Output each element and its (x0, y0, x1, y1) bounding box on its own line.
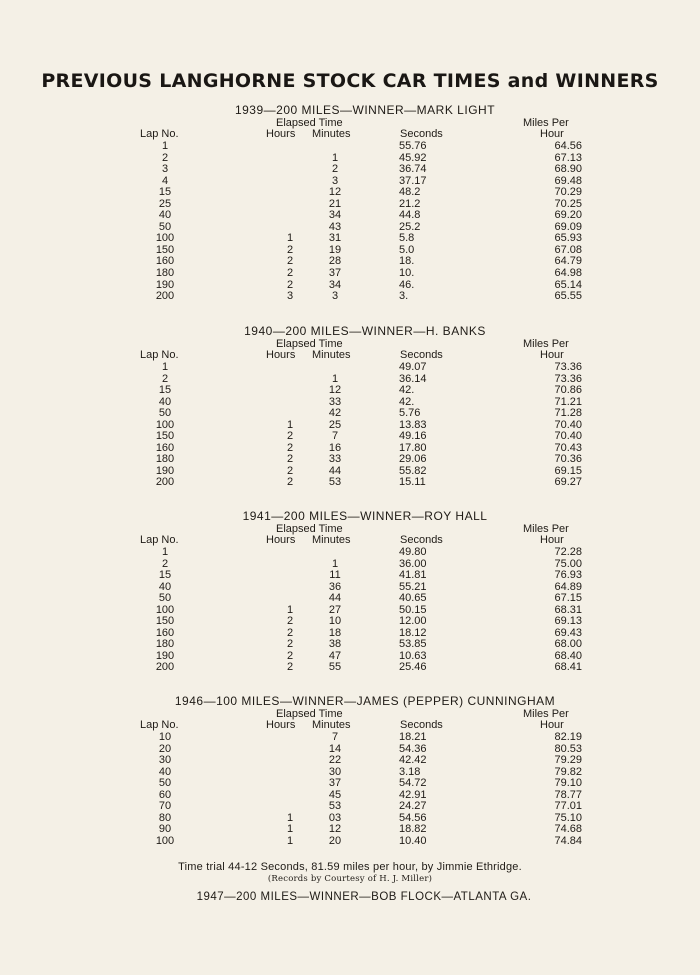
elapsed-hours: 1 (286, 603, 294, 616)
elapsed-minutes: 47 (328, 649, 342, 662)
elapsed-seconds: 49.07 (399, 361, 427, 373)
lap-number: 30 (158, 754, 172, 767)
records-credit: (Records by Courtesy of H. J. Miller) (267, 874, 433, 884)
lap-number: 1 (161, 140, 169, 152)
header-minutes: Minutes (312, 128, 351, 140)
elapsed-minutes: 53 (328, 476, 342, 489)
header-hour: Hour (540, 128, 564, 140)
miles-per-hour: 75.10 (554, 811, 582, 824)
table-row (0, 836, 700, 848)
miles-per-hour: 79.29 (554, 754, 582, 767)
elapsed-seconds: 36.00 (399, 557, 427, 570)
elapsed-seconds: 48.2 (399, 186, 421, 199)
lap-number: 150 (155, 243, 175, 256)
elapsed-minutes: 55 (328, 661, 342, 674)
table-row (0, 778, 700, 790)
lap-number: 25 (158, 197, 172, 210)
header-hour: Hour (540, 349, 564, 361)
table-row (0, 801, 700, 813)
miles-per-hour: 68.40 (554, 649, 582, 662)
miles-per-hour: 70.40 (554, 418, 582, 431)
miles-per-hour: 73.36 (554, 372, 582, 385)
lap-number: 100 (155, 418, 175, 431)
elapsed-hours: 2 (286, 441, 294, 454)
table-row (0, 628, 700, 640)
table-row (0, 547, 700, 559)
table-row (0, 256, 700, 268)
header-hours: Hours (266, 128, 296, 140)
table-row (0, 813, 700, 825)
lap-number: 180 (155, 638, 175, 651)
table-row (0, 233, 700, 245)
header-elapsed-time: Elapsed Time (276, 523, 343, 535)
elapsed-seconds: 53.85 (399, 638, 427, 651)
table-row (0, 744, 700, 756)
elapsed-minutes: 10 (328, 615, 342, 628)
miles-per-hour: 64.79 (554, 255, 582, 268)
elapsed-minutes: 34 (328, 278, 342, 291)
miles-per-hour: 65.55 (554, 290, 582, 303)
elapsed-hours: 2 (286, 615, 294, 628)
elapsed-seconds: 12.00 (399, 615, 427, 628)
race-title: 1940—200 MILES—WINNER—H. BANKS (244, 324, 486, 338)
elapsed-seconds: 36.74 (399, 163, 427, 176)
elapsed-seconds: 37.17 (399, 174, 427, 187)
elapsed-minutes: 7 (331, 731, 339, 743)
lap-number: 10 (158, 731, 172, 743)
miles-per-hour: 71.28 (554, 407, 582, 420)
elapsed-minutes: 03 (328, 811, 342, 824)
table-row (0, 466, 700, 478)
miles-per-hour: 68.31 (554, 603, 582, 616)
elapsed-minutes: 45 (328, 788, 342, 801)
miles-per-hour: 69.15 (554, 464, 582, 477)
header-minutes: Minutes (312, 534, 351, 546)
column-headers (0, 708, 700, 732)
elapsed-minutes: 7 (331, 430, 339, 443)
elapsed-seconds: 15.11 (399, 476, 426, 489)
miles-per-hour: 65.93 (554, 232, 582, 245)
miles-per-hour: 67.08 (554, 243, 582, 256)
column-headers (0, 338, 700, 362)
table-row (0, 222, 700, 234)
race-block (0, 103, 700, 303)
miles-per-hour: 80.53 (554, 742, 582, 755)
elapsed-hours: 2 (286, 649, 294, 662)
miles-per-hour: 70.86 (554, 384, 582, 397)
header-lap-no: Lap No. (140, 534, 179, 546)
lap-number: 190 (155, 464, 175, 477)
elapsed-minutes: 36 (328, 580, 342, 593)
lap-number: 1 (161, 546, 169, 558)
elapsed-seconds: 18.12 (399, 626, 427, 639)
lap-number: 60 (158, 788, 172, 801)
table-row (0, 443, 700, 455)
miles-per-hour: 70.36 (554, 453, 582, 466)
header-hour: Hour (540, 719, 564, 731)
elapsed-seconds: 25.2 (399, 220, 421, 233)
miles-per-hour: 75.00 (554, 557, 582, 570)
header-miles-per: Miles Per (523, 117, 569, 129)
elapsed-seconds: 3. (399, 290, 409, 303)
lap-number: 3 (161, 163, 169, 176)
elapsed-seconds: 5.76 (399, 407, 421, 420)
column-headers (0, 523, 700, 547)
miles-per-hour: 67.13 (554, 151, 582, 164)
elapsed-hours: 2 (286, 638, 294, 651)
table-row (0, 732, 700, 744)
elapsed-minutes: 11 (329, 569, 341, 582)
lap-number: 15 (158, 186, 172, 199)
lap-number: 90 (158, 823, 172, 836)
elapsed-minutes: 27 (328, 603, 342, 616)
elapsed-minutes: 1 (331, 151, 339, 164)
elapsed-minutes: 43 (328, 220, 342, 233)
table-row (0, 291, 700, 303)
table-row (0, 210, 700, 222)
table-row (0, 374, 700, 386)
header-seconds: Seconds (400, 128, 443, 140)
elapsed-seconds: 54.72 (399, 777, 427, 790)
miles-per-hour: 70.29 (554, 186, 582, 199)
time-trial-note: Time trial 44-12 Seconds, 81.59 miles per hour, by Jimmie Ethridge. (178, 861, 522, 873)
header-miles-per: Miles Per (523, 338, 569, 350)
miles-per-hour: 65.14 (554, 278, 582, 291)
elapsed-seconds: 54.56 (399, 811, 427, 824)
elapsed-minutes: 18 (328, 626, 342, 639)
elapsed-hours: 2 (286, 661, 294, 674)
lap-number: 15 (158, 384, 172, 397)
miles-per-hour: 76.93 (554, 569, 582, 582)
table-row (0, 639, 700, 651)
header-hour: Hour (540, 534, 564, 546)
race-block (0, 509, 700, 674)
lap-number: 160 (155, 441, 175, 454)
elapsed-seconds: 36.14 (399, 372, 427, 385)
elapsed-seconds: 10.40 (399, 834, 427, 847)
elapsed-minutes: 28 (328, 255, 342, 268)
table-row (0, 268, 700, 280)
elapsed-seconds: 18.82 (399, 823, 427, 836)
lap-number: 40 (158, 209, 172, 222)
elapsed-minutes: 19 (328, 243, 342, 256)
lap-number: 40 (158, 765, 172, 778)
elapsed-seconds: 3.18 (399, 765, 421, 778)
race-title: 1939—200 MILES—WINNER—MARK LIGHT (234, 103, 496, 117)
table-row (0, 662, 700, 674)
miles-per-hour: 69.27 (554, 476, 582, 489)
elapsed-hours: 2 (286, 430, 294, 443)
miles-per-hour: 78.77 (554, 788, 582, 801)
race-title: 1941—200 MILES—WINNER—ROY HALL (242, 509, 488, 523)
elapsed-minutes: 12 (328, 823, 342, 836)
lap-number: 100 (155, 834, 175, 847)
lap-number: 40 (158, 580, 172, 593)
elapsed-hours: 1 (286, 823, 294, 836)
header-elapsed-time: Elapsed Time (276, 338, 343, 350)
elapsed-seconds: 42.42 (399, 754, 427, 767)
miles-per-hour: 70.40 (554, 430, 582, 443)
elapsed-seconds: 54.36 (399, 742, 427, 755)
lap-number: 190 (155, 278, 175, 291)
race-1947-title: 1947—200 MILES—WINNER—BOB FLOCK—ATLANTA GA. (196, 891, 532, 903)
miles-per-hour: 69.48 (554, 174, 582, 187)
elapsed-seconds: 18.21 (399, 731, 427, 743)
miles-per-hour: 68.90 (554, 163, 582, 176)
table-row (0, 397, 700, 409)
elapsed-minutes: 31 (328, 232, 342, 245)
elapsed-minutes: 3 (331, 174, 339, 187)
lap-number: 1 (161, 361, 169, 373)
miles-per-hour: 73.36 (554, 361, 582, 373)
header-minutes: Minutes (312, 719, 351, 731)
table-row (0, 408, 700, 420)
lap-number: 200 (155, 661, 175, 674)
elapsed-seconds: 55.21 (399, 580, 427, 593)
table-row (0, 385, 700, 397)
elapsed-seconds: 45.92 (399, 151, 427, 164)
elapsed-hours: 2 (286, 476, 294, 489)
lap-number: 80 (158, 811, 172, 824)
miles-per-hour: 68.00 (554, 638, 582, 651)
elapsed-minutes: 44 (328, 464, 342, 477)
table-row (0, 790, 700, 802)
miles-per-hour: 69.20 (554, 209, 582, 222)
lap-number: 180 (155, 453, 175, 466)
elapsed-minutes: 1 (331, 557, 339, 570)
miles-per-hour: 64.98 (554, 267, 582, 280)
table-row (0, 420, 700, 432)
header-lap-no: Lap No. (140, 719, 179, 731)
miles-per-hour: 74.84 (554, 834, 582, 847)
elapsed-minutes: 12 (328, 384, 342, 397)
elapsed-minutes: 14 (328, 742, 342, 755)
table-row (0, 164, 700, 176)
page-title: PREVIOUS LANGHORNE STOCK CAR TIMES and WINNERS (41, 70, 659, 92)
elapsed-seconds: 13.83 (399, 418, 427, 431)
table-row (0, 582, 700, 594)
elapsed-seconds: 50.15 (399, 603, 427, 616)
header-hours: Hours (266, 534, 296, 546)
lap-number: 50 (158, 592, 172, 605)
table-row (0, 153, 700, 165)
header-seconds: Seconds (400, 349, 443, 361)
table-row (0, 605, 700, 617)
table-row (0, 280, 700, 292)
elapsed-seconds: 42.91 (399, 788, 427, 801)
elapsed-hours: 1 (286, 232, 294, 245)
elapsed-seconds: 24.27 (399, 800, 427, 813)
elapsed-hours: 1 (286, 811, 294, 824)
elapsed-seconds: 41.81 (399, 569, 427, 582)
lap-number: 40 (158, 395, 172, 408)
lap-number: 50 (158, 407, 172, 420)
miles-per-hour: 64.56 (554, 140, 582, 152)
lap-number: 150 (155, 615, 175, 628)
elapsed-minutes: 20 (328, 834, 342, 847)
elapsed-seconds: 25.46 (399, 661, 427, 674)
elapsed-seconds: 18. (399, 255, 415, 268)
miles-per-hour: 64.89 (554, 580, 582, 593)
lap-number: 2 (161, 372, 169, 385)
elapsed-minutes: 22 (328, 754, 342, 767)
header-seconds: Seconds (400, 534, 443, 546)
lap-number: 100 (155, 232, 175, 245)
lap-number: 190 (155, 649, 175, 662)
elapsed-minutes: 53 (328, 800, 342, 813)
elapsed-minutes: 1 (331, 372, 339, 385)
elapsed-hours: 2 (286, 626, 294, 639)
elapsed-minutes: 37 (328, 267, 342, 280)
header-elapsed-time: Elapsed Time (276, 708, 343, 720)
table-row (0, 141, 700, 153)
miles-per-hour: 72.28 (554, 546, 582, 558)
lap-number: 2 (161, 557, 169, 570)
race-title: 1946—100 MILES—WINNER—JAMES (PEPPER) CUNNINGHAM (174, 694, 556, 708)
header-miles-per: Miles Per (523, 708, 569, 720)
lap-number: 70 (158, 800, 172, 813)
elapsed-seconds: 55.82 (399, 464, 427, 477)
header-hours: Hours (266, 349, 296, 361)
miles-per-hour: 74.68 (554, 823, 582, 836)
elapsed-minutes: 38 (328, 638, 342, 651)
header-minutes: Minutes (312, 349, 351, 361)
header-elapsed-time: Elapsed Time (276, 117, 343, 129)
elapsed-seconds: 5.0 (399, 243, 415, 256)
race-block (0, 694, 700, 847)
elapsed-seconds: 55.76 (399, 140, 427, 152)
elapsed-minutes: 30 (328, 765, 342, 778)
table-row (0, 570, 700, 582)
lap-number: 160 (155, 255, 175, 268)
table-row (0, 362, 700, 374)
column-headers (0, 117, 700, 141)
table-row (0, 593, 700, 605)
lap-number: 180 (155, 267, 175, 280)
lap-number: 160 (155, 626, 175, 639)
elapsed-seconds: 5.8 (399, 232, 415, 245)
elapsed-seconds: 42. (399, 384, 415, 397)
elapsed-seconds: 49.16 (399, 430, 427, 443)
lap-number: 4 (161, 174, 169, 187)
elapsed-hours: 2 (286, 267, 294, 280)
miles-per-hour: 79.10 (554, 777, 582, 790)
header-seconds: Seconds (400, 719, 443, 731)
table-row (0, 431, 700, 443)
header-hours: Hours (266, 719, 296, 731)
miles-per-hour: 68.41 (554, 661, 582, 674)
elapsed-seconds: 46. (399, 278, 415, 291)
miles-per-hour: 82.19 (554, 731, 582, 743)
table-row (0, 477, 700, 489)
lap-number: 100 (155, 603, 175, 616)
race-block (0, 324, 700, 489)
table-row (0, 559, 700, 571)
lap-number: 15 (158, 569, 172, 582)
header-lap-no: Lap No. (140, 128, 179, 140)
elapsed-seconds: 44.8 (399, 209, 421, 222)
elapsed-seconds: 21.2 (399, 197, 421, 210)
lap-number: 2 (161, 151, 169, 164)
table-row (0, 755, 700, 767)
elapsed-minutes: 37 (328, 777, 342, 790)
elapsed-seconds: 17.80 (399, 441, 427, 454)
miles-per-hour: 69.09 (554, 220, 582, 233)
lap-number: 200 (155, 476, 175, 489)
elapsed-seconds: 42. (399, 395, 415, 408)
header-lap-no: Lap No. (140, 349, 179, 361)
elapsed-minutes: 33 (328, 453, 342, 466)
elapsed-hours: 2 (286, 255, 294, 268)
miles-per-hour: 70.43 (554, 441, 582, 454)
lap-number: 200 (155, 290, 175, 303)
elapsed-hours: 1 (286, 834, 294, 847)
elapsed-seconds: 10.63 (399, 649, 427, 662)
miles-per-hour: 69.13 (554, 615, 582, 628)
miles-per-hour: 77.01 (554, 800, 582, 813)
miles-per-hour: 70.25 (554, 197, 582, 210)
elapsed-hours: 2 (286, 278, 294, 291)
table-row (0, 616, 700, 628)
table-row (0, 651, 700, 663)
elapsed-minutes: 42 (328, 407, 342, 420)
elapsed-seconds: 10. (399, 267, 415, 280)
table-row (0, 176, 700, 188)
lap-number: 150 (155, 430, 175, 443)
elapsed-minutes: 33 (328, 395, 342, 408)
elapsed-minutes: 16 (328, 441, 342, 454)
elapsed-seconds: 49.80 (399, 546, 427, 558)
elapsed-hours: 2 (286, 243, 294, 256)
elapsed-minutes: 12 (328, 186, 342, 199)
elapsed-minutes: 2 (331, 163, 339, 176)
table-row (0, 454, 700, 466)
miles-per-hour: 71.21 (554, 395, 582, 408)
miles-per-hour: 67.15 (554, 592, 582, 605)
elapsed-seconds: 29.06 (399, 453, 427, 466)
table-row (0, 824, 700, 836)
lap-number: 50 (158, 777, 172, 790)
elapsed-hours: 2 (286, 464, 294, 477)
elapsed-hours: 3 (286, 290, 294, 303)
table-row (0, 767, 700, 779)
elapsed-minutes: 34 (328, 209, 342, 222)
header-miles-per: Miles Per (523, 523, 569, 535)
elapsed-minutes: 21 (328, 197, 342, 210)
elapsed-minutes: 3 (331, 290, 339, 303)
lap-number: 20 (158, 742, 172, 755)
table-row (0, 245, 700, 257)
elapsed-hours: 1 (286, 418, 294, 431)
elapsed-minutes: 44 (328, 592, 342, 605)
elapsed-hours: 2 (286, 453, 294, 466)
lap-number: 50 (158, 220, 172, 233)
table-row (0, 199, 700, 211)
elapsed-minutes: 25 (328, 418, 342, 431)
elapsed-seconds: 40.65 (399, 592, 427, 605)
miles-per-hour: 69.43 (554, 626, 582, 639)
miles-per-hour: 79.82 (554, 765, 582, 778)
table-row (0, 187, 700, 199)
